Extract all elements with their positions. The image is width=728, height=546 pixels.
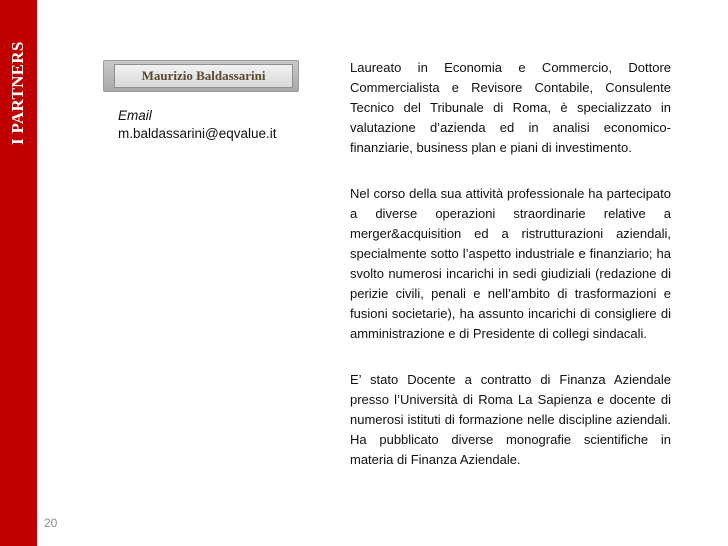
email-address: m.baldassarini@eqvalue.it <box>118 126 277 141</box>
email-label: Email <box>118 108 152 123</box>
biography <box>350 58 671 470</box>
bio-paragraph-experience: Nel corso della sua attività professionale ha partecipato a diverse operazioni straordinarie relative a merger&acquisition ed a ristrutturazioni aziendali, specialmente sotto l’aspetto industriale e finanziario; ha svolto numerosi incarichi in sedi giudiziali (redazione di perizie civili, penali e nell’ambito di trasformazioni e fusioni societarie), ha assunto incarichi di consigliere di amministrazione e di Presidente di collegi sindacali. <box>350 186 671 341</box>
person-name: Maurizio Baldassarini <box>141 68 266 83</box>
section-label: I PARTNERS <box>8 41 27 145</box>
bio-paragraph-teaching: E’ stato Docente a contratto di Finanza Aziendale presso l’Università di Roma La Sapienza e docente di numerosi istituti di formazione nelle discipline aziendali. Ha pubblicato diverse monografie scientifiche in materia di Finanza Aziendale. <box>350 372 671 467</box>
name-banner <box>103 60 299 92</box>
page-number: 20 <box>44 516 58 530</box>
name-banner-plate <box>114 64 293 88</box>
bio-paragraph-education: Laureato in Economia e Commercio, Dottore Commercialista e Revisore Contabile, Consulente Tecnico del Tribunale di Roma, è specializzato in valutazione d’azienda ed in analisi economico-finanziarie, business plan e piani di investimento. <box>350 60 671 155</box>
